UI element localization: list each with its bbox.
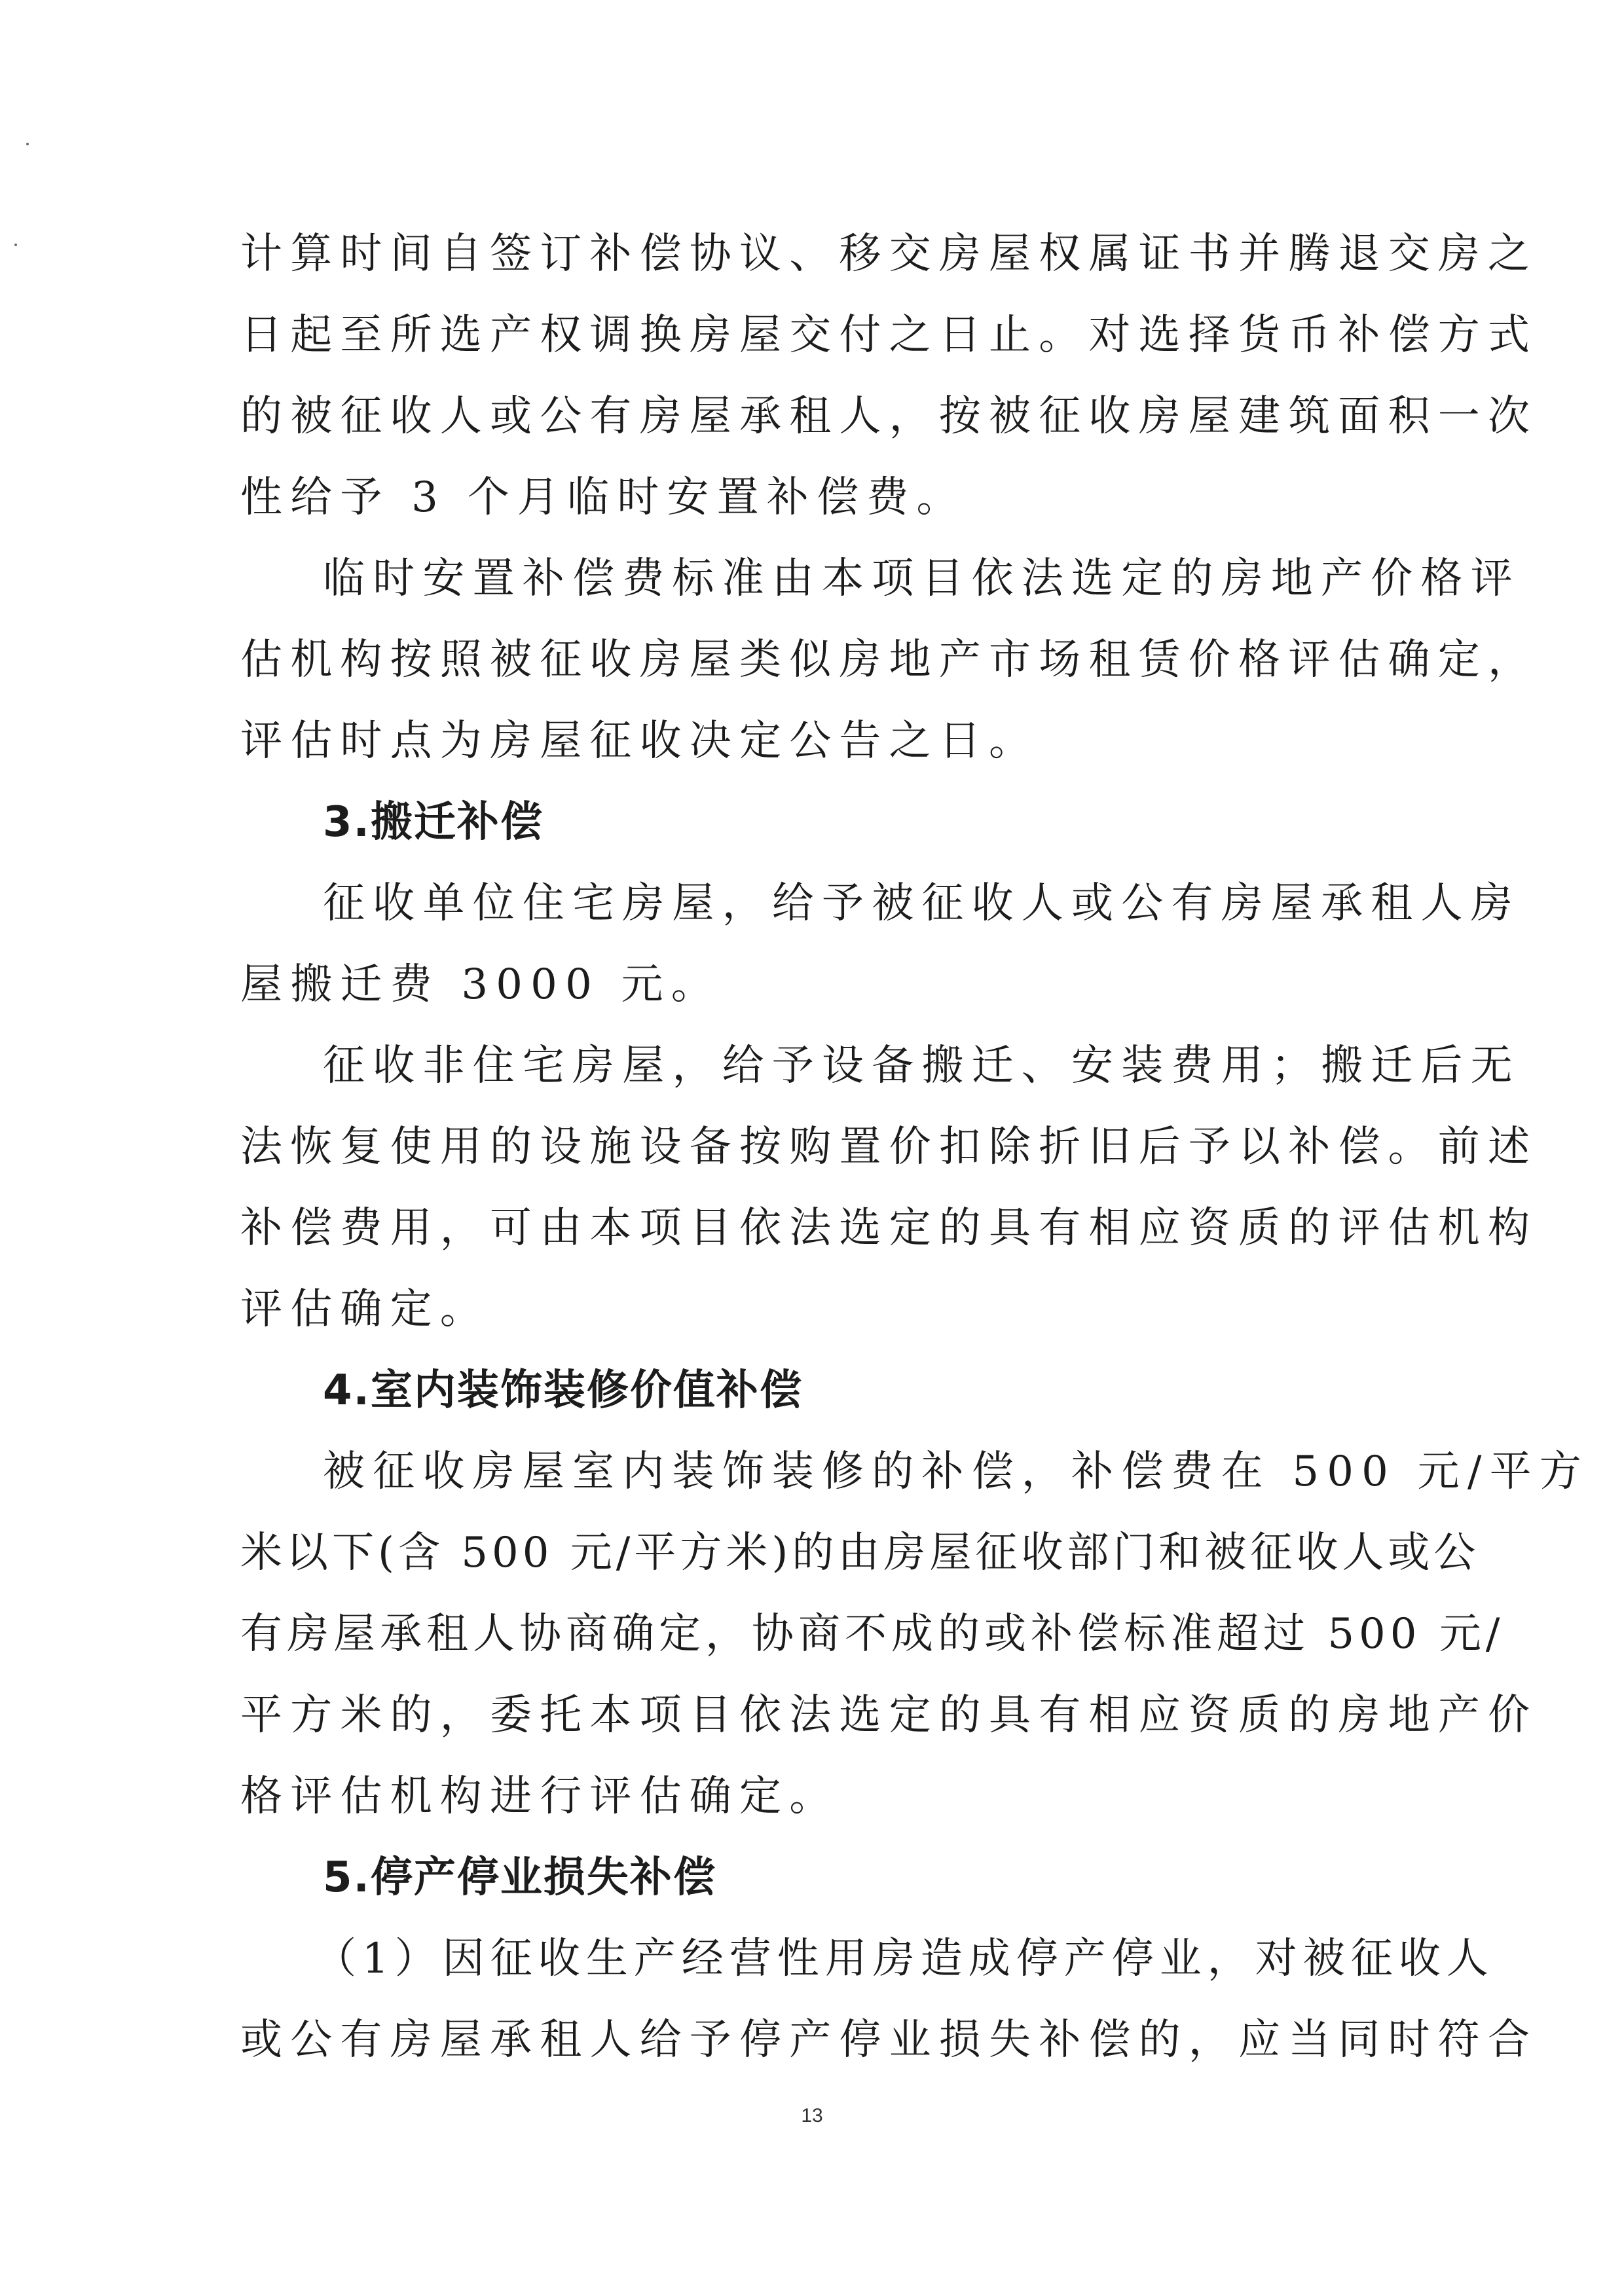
body-line: 米以下(含 500 元/平方米)的由房屋征收部门和被征收人或公 <box>240 1529 1480 1577</box>
body-line: 估机构按照被征收房屋类似房地产市场租赁价格评估确定， <box>240 636 1538 684</box>
scan-mark <box>26 143 29 145</box>
body-line: 补偿费用，可由本项目依法选定的具有相应资质的评估机构 <box>240 1204 1538 1252</box>
body-line: 法恢复使用的设施设备按购置价扣除折旧后予以补偿。前述 <box>240 1123 1538 1171</box>
body-line: 格评估机构进行评估确定。 <box>240 1772 840 1821</box>
paragraph-first-line: 被征收房屋室内装饰装修的补偿，补偿费在 500 元/平方 <box>323 1448 1590 1496</box>
paragraph-first-line: （1）因征收生产经营性用房造成停产停业，对被征收人 <box>314 1935 1494 1983</box>
body-line: 计算时间自签订补偿协议、移交房屋权属证书并腾退交房之 <box>240 230 1538 278</box>
scan-mark <box>14 244 17 246</box>
section-heading: 5.停产停业损失补偿 <box>323 1853 716 1902</box>
body-line: 的被征收人或公有房屋承租人，按被征收房屋建筑面积一次 <box>240 392 1538 441</box>
body-line: 性给予 3 个月临时安置补偿费。 <box>240 473 967 522</box>
body-line: 日起至所选产权调换房屋交付之日止。对选择货币补偿方式 <box>240 311 1538 359</box>
paragraph-first-line: 临时安置补偿费标准由本项目依法选定的房地产价格评 <box>323 555 1521 603</box>
page-number: 13 <box>801 2105 823 2126</box>
paragraph-first-line: 征收单位住宅房屋，给予被征收人或公有房屋承租人房 <box>323 879 1521 928</box>
body-line: 有房屋承租人协商确定，协商不成的或补偿标准超过 500 元/ <box>240 1610 1505 1658</box>
body-line: 屋搬迁费 3000 元。 <box>240 960 721 1009</box>
paragraph-first-line: 征收非住宅房屋，给予设备搬迁、安装费用；搬迁后无 <box>323 1042 1521 1090</box>
section-heading: 4.室内装饰装修价值补偿 <box>323 1366 803 1415</box>
section-heading: 3.搬迁补偿 <box>323 798 544 847</box>
body-line: 平方米的，委托本项目依法选定的具有相应资质的房地产价 <box>240 1691 1538 1740</box>
body-line: 评估确定。 <box>240 1285 490 1334</box>
body-line: 或公有房屋承租人给予停产停业损失补偿的，应当同时符合 <box>240 2016 1538 2064</box>
body-line: 评估时点为房屋征收决定公告之日。 <box>240 717 1039 765</box>
